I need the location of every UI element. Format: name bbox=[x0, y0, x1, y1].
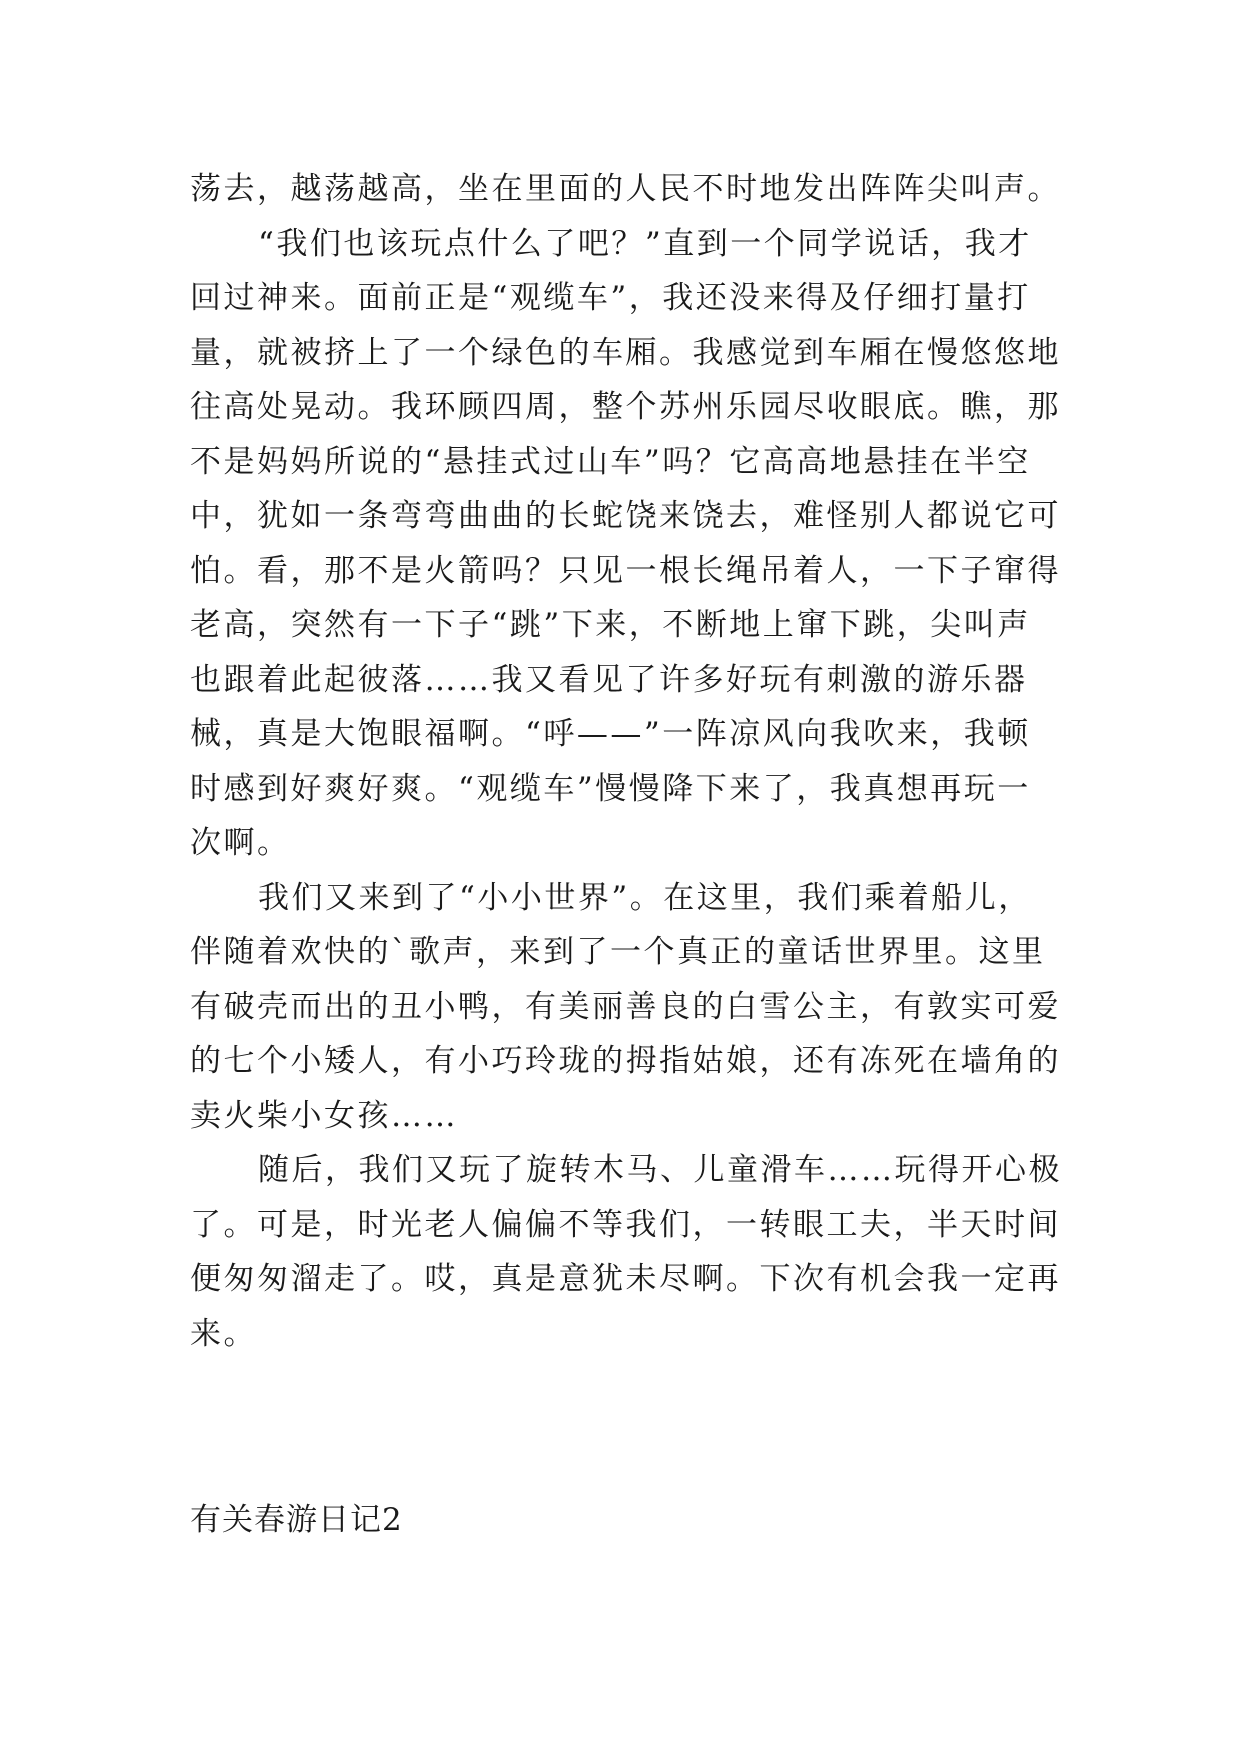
text-line: 随后，我们又玩了旋转木马、儿童滑车……玩得开心极 bbox=[258, 1152, 1062, 1188]
text-line: 的七个小矮人，有小巧玲珑的拇指姑娘，还有冻死在墙角的 bbox=[190, 1043, 1061, 1079]
text-line: 来。 bbox=[190, 1315, 257, 1352]
text-line: 荡去，越荡越高，坐在里面的人民不时地发出阵阵尖叫声。 bbox=[190, 171, 1061, 207]
text-line: 不是妈妈所说的“悬挂式过山车”吗？它高高地悬挂在半空 bbox=[190, 443, 1031, 480]
text-line: 也跟着此起彼落……我又看见了许多好玩有刺激的游乐器 bbox=[190, 661, 1028, 698]
text-line: 往高处晃动。我环顾四周，整个苏州乐园尽收眼底。瞧，那 bbox=[190, 389, 1061, 425]
text-line: 量，就被挤上了一个绿色的车厢。我感觉到车厢在慢悠悠地 bbox=[190, 334, 1061, 371]
text-line: 卖火柴小女孩…… bbox=[190, 1097, 458, 1134]
document-body bbox=[190, 162, 1060, 1361]
text-line: 回过神来。面前正是“观缆车”，我还没来得及仔细打量打 bbox=[190, 280, 1031, 316]
text-line: 我们又来到了“小小世界”。在这里，我们乘着船儿， bbox=[258, 879, 1032, 916]
text-line: 械，真是大饱眼福啊。“呼——”一阵凉风向我吹来，我顿 bbox=[190, 716, 1031, 752]
paragraph-4 bbox=[190, 1143, 1060, 1361]
text-line: 时感到好爽好爽。“观缆车”慢慢降下来了，我真想再玩一 bbox=[190, 770, 1031, 807]
paragraph-3 bbox=[190, 871, 1060, 1144]
text-line: 伴随着欢快的`歌声，来到了一个真正的童话世界里。这里 bbox=[190, 934, 1046, 970]
text-line: 中，犹如一条弯弯曲曲的长蛇饶来饶去，难怪别人都说它可 bbox=[190, 498, 1061, 534]
text-line: 老高，突然有一下子“跳”下来，不断地上窜下跳，尖叫声 bbox=[190, 607, 1031, 643]
text-line: “我们也该玩点什么了吧？”直到一个同学说话，我才 bbox=[258, 225, 1032, 262]
text-line: 了。可是，时光老人偏偏不等我们，一转眼工夫，半天时间 bbox=[190, 1206, 1061, 1243]
text-line: 有破壳而出的丑小鸭，有美丽善良的白雪公主，有敦实可爱 bbox=[190, 988, 1061, 1025]
text-line: 次啊。 bbox=[190, 825, 291, 861]
section-heading: 有关春游日记2 bbox=[190, 1502, 403, 1538]
paragraph-1 bbox=[190, 162, 1060, 217]
paragraph-2 bbox=[190, 217, 1060, 871]
text-line: 便匆匆溜走了。哎，真是意犹未尽啊。下次有机会我一定再 bbox=[190, 1261, 1061, 1297]
text-line: 怕。看，那不是火箭吗？只见一根长绳吊着人，一下子窜得 bbox=[190, 552, 1061, 589]
